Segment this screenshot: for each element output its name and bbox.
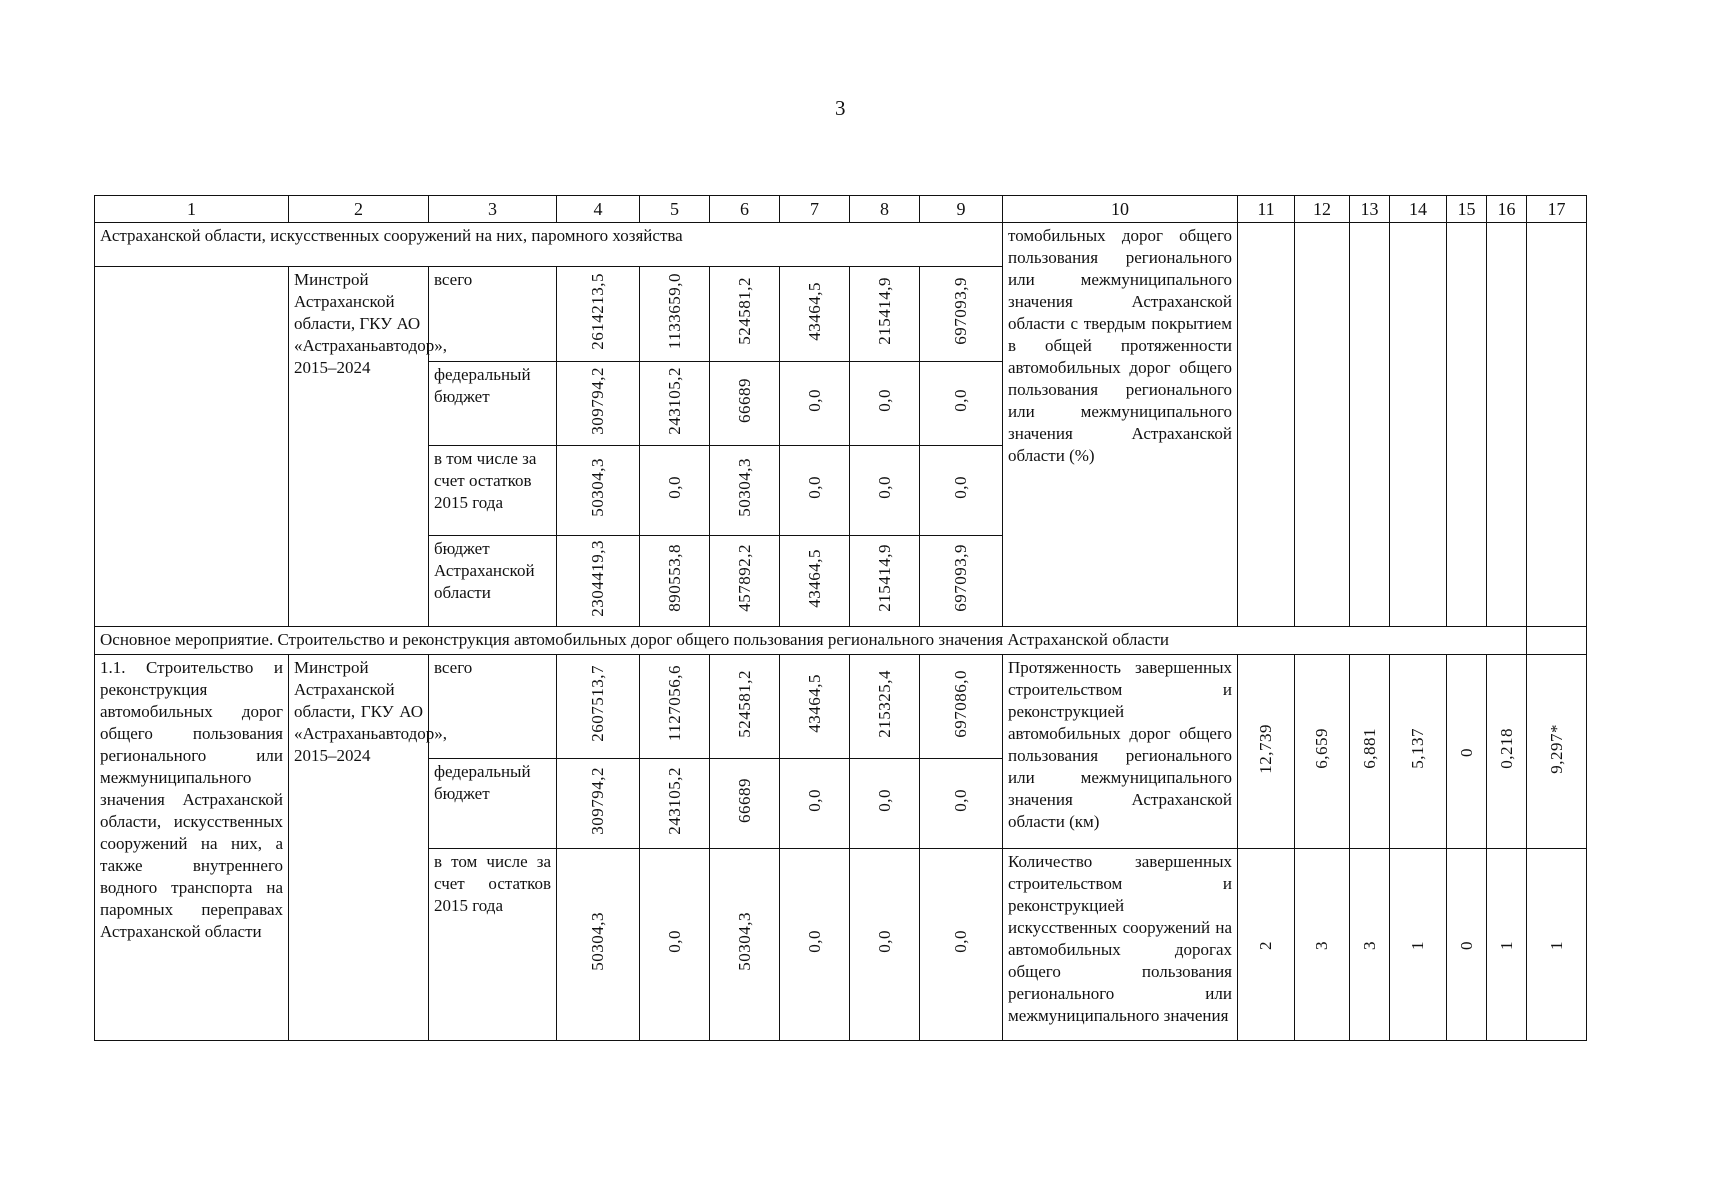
indicator-value: 9,297* [1546,723,1566,774]
amount-value: 697086,0 [951,669,970,738]
page-number: 3 [835,96,846,120]
empty-cell [1447,223,1487,627]
empty-cell [1390,223,1447,627]
amount-value: 243105,2 [664,766,684,835]
amount-value: 0,0 [874,789,894,812]
amount-value: 0,0 [951,930,970,953]
amount-value: 457892,2 [734,544,754,612]
funding-source: всего [429,267,557,362]
empty-cell [1487,223,1527,627]
empty-cell [1350,223,1390,627]
column-number-row [95,196,1587,223]
amount-value: 697093,9 [951,277,970,345]
column-number: 9 [920,196,1003,223]
amount-value: 0,0 [804,389,824,412]
column-number: 13 [1350,196,1390,223]
column-number: 11 [1238,196,1295,223]
amount-value: 0,0 [804,930,824,953]
amount-value: 66689 [734,778,754,823]
amount-value: 215414,9 [874,277,894,345]
amount-value: 1127056,6 [664,665,684,742]
indicator-description: Количество завершенных строительством и реконструкцией искусственных сооружений на автомобильных дорогах общего пользования регионального или межмуниципального значения [1003,849,1238,1041]
amount-value: 0,0 [804,476,824,499]
amount-value: 0,0 [874,476,894,499]
amount-value: 2614213,5 [588,272,607,350]
amount-value: 0,0 [874,389,894,412]
amount-value: 243105,2 [664,366,684,435]
amount-value: 0,0 [951,476,970,499]
amount-value: 50304,3 [734,458,754,517]
column-number: 2 [289,196,429,223]
section-title: Астраханской области, искусственных сооружений на них, паромного хозяйства [95,223,1003,267]
empty-cell [1527,627,1587,655]
amount-value: 309794,2 [588,766,607,835]
executor-cell: Минстрой Астраханской области, ГКУ АО «Астраханьавтодор», 2015–2024 [289,655,429,1041]
indicator-value: 1 [1408,940,1427,950]
empty-cell [1295,223,1350,627]
amount-value: 215414,9 [874,544,894,612]
column-number: 6 [710,196,780,223]
amount-value: 43464,5 [804,674,824,733]
amount-value: 43464,5 [804,548,824,608]
column-number: 12 [1295,196,1350,223]
empty-cell [1527,223,1587,627]
amount-value: 697093,9 [951,544,970,612]
amount-value: 1133659,0 [664,272,684,350]
funding-source: бюджет Астраханской области [429,536,557,627]
indicator-value: 3 [1359,940,1379,950]
indicator-value: 2 [1256,940,1275,950]
amount-value: 0,0 [951,789,970,812]
column-number: 15 [1447,196,1487,223]
amount-value: 0,0 [664,476,684,499]
column-number: 10 [1003,196,1238,223]
indicator-value: 1 [1546,940,1566,950]
amount-value: 0,0 [951,389,970,412]
indicator-value: 6,881 [1359,728,1379,769]
amount-value: 50304,3 [588,912,607,971]
indicator-value: 0,218 [1496,728,1516,769]
amount-value: 43464,5 [804,281,824,341]
indicator-value: 6,659 [1312,728,1331,769]
amount-value: 2304419,3 [588,539,607,617]
amount-value: 50304,3 [588,458,607,517]
event-name: 1.1. Строительство и реконструкция автомобильных дорог общего пользования регионального или межмуниципального значения Астраханской области, искусственных сооружений на них, а также внутреннего водного транспорта на паромных переправах Астраханской области [95,655,289,1041]
column-number: 16 [1487,196,1527,223]
amount-value: 2607513,7 [588,665,607,742]
amount-value: 524581,2 [734,277,754,345]
amount-value: 0,0 [874,930,894,953]
funding-source: в том числе за счет остатков 2015 года [429,849,557,1041]
amount-value: 524581,2 [734,669,754,738]
column-number: 4 [557,196,640,223]
amount-value: 66689 [734,378,754,423]
empty-cell [95,267,289,627]
executor-cell: Минстрой Астраханской области, ГКУ АО «Астраханьавтодор», 2015–2024 [289,267,429,627]
column-number: 8 [850,196,920,223]
main-event-row [95,627,1587,655]
table-row [95,655,1587,759]
funding-source: федеральный бюджет [429,759,557,849]
column-number: 3 [429,196,557,223]
amount-value: 0,0 [804,789,824,812]
column-number: 17 [1527,196,1587,223]
indicator-value: 0 [1456,940,1476,950]
amount-value: 215325,4 [874,669,894,738]
main-event-title: Основное мероприятие. Строительство и реконструкция автомобильных дорог общего пользования регионального значения Астраханской области [95,627,1527,655]
amount-value: 50304,3 [734,912,754,971]
indicator-value: 5,137 [1408,728,1427,769]
column-number: 5 [640,196,710,223]
section-title-row [95,223,1587,267]
empty-cell [1238,223,1295,627]
amount-value: 0,0 [664,930,684,953]
budget-table [94,195,1587,1041]
amount-value: 309794,2 [588,366,607,435]
indicator-description: томобильных дорог общего пользования регионального или межмуниципального значения Астраханской области с твердым покрытием в общей протяженности автомобильных дорог общего пользования регионального или межмуниципального значения Астраханской области (%) [1003,223,1238,627]
indicator-value: 1 [1496,940,1516,950]
indicator-value: 12,739 [1256,723,1275,774]
funding-source: федеральный бюджет [429,362,557,446]
indicator-description: Протяженность завершенных строительством и реконструкцией автомобильных дорог общего пользования регионального или межмуниципального значения Астраханской области (км) [1003,655,1238,849]
indicator-value: 3 [1312,940,1331,950]
funding-source: в том числе за счет остатков 2015 года [429,446,557,536]
column-number: 7 [780,196,850,223]
indicator-value: 0 [1456,747,1476,757]
column-number: 14 [1390,196,1447,223]
funding-source: всего [429,655,557,759]
amount-value: 890553,8 [664,544,684,612]
column-number: 1 [95,196,289,223]
